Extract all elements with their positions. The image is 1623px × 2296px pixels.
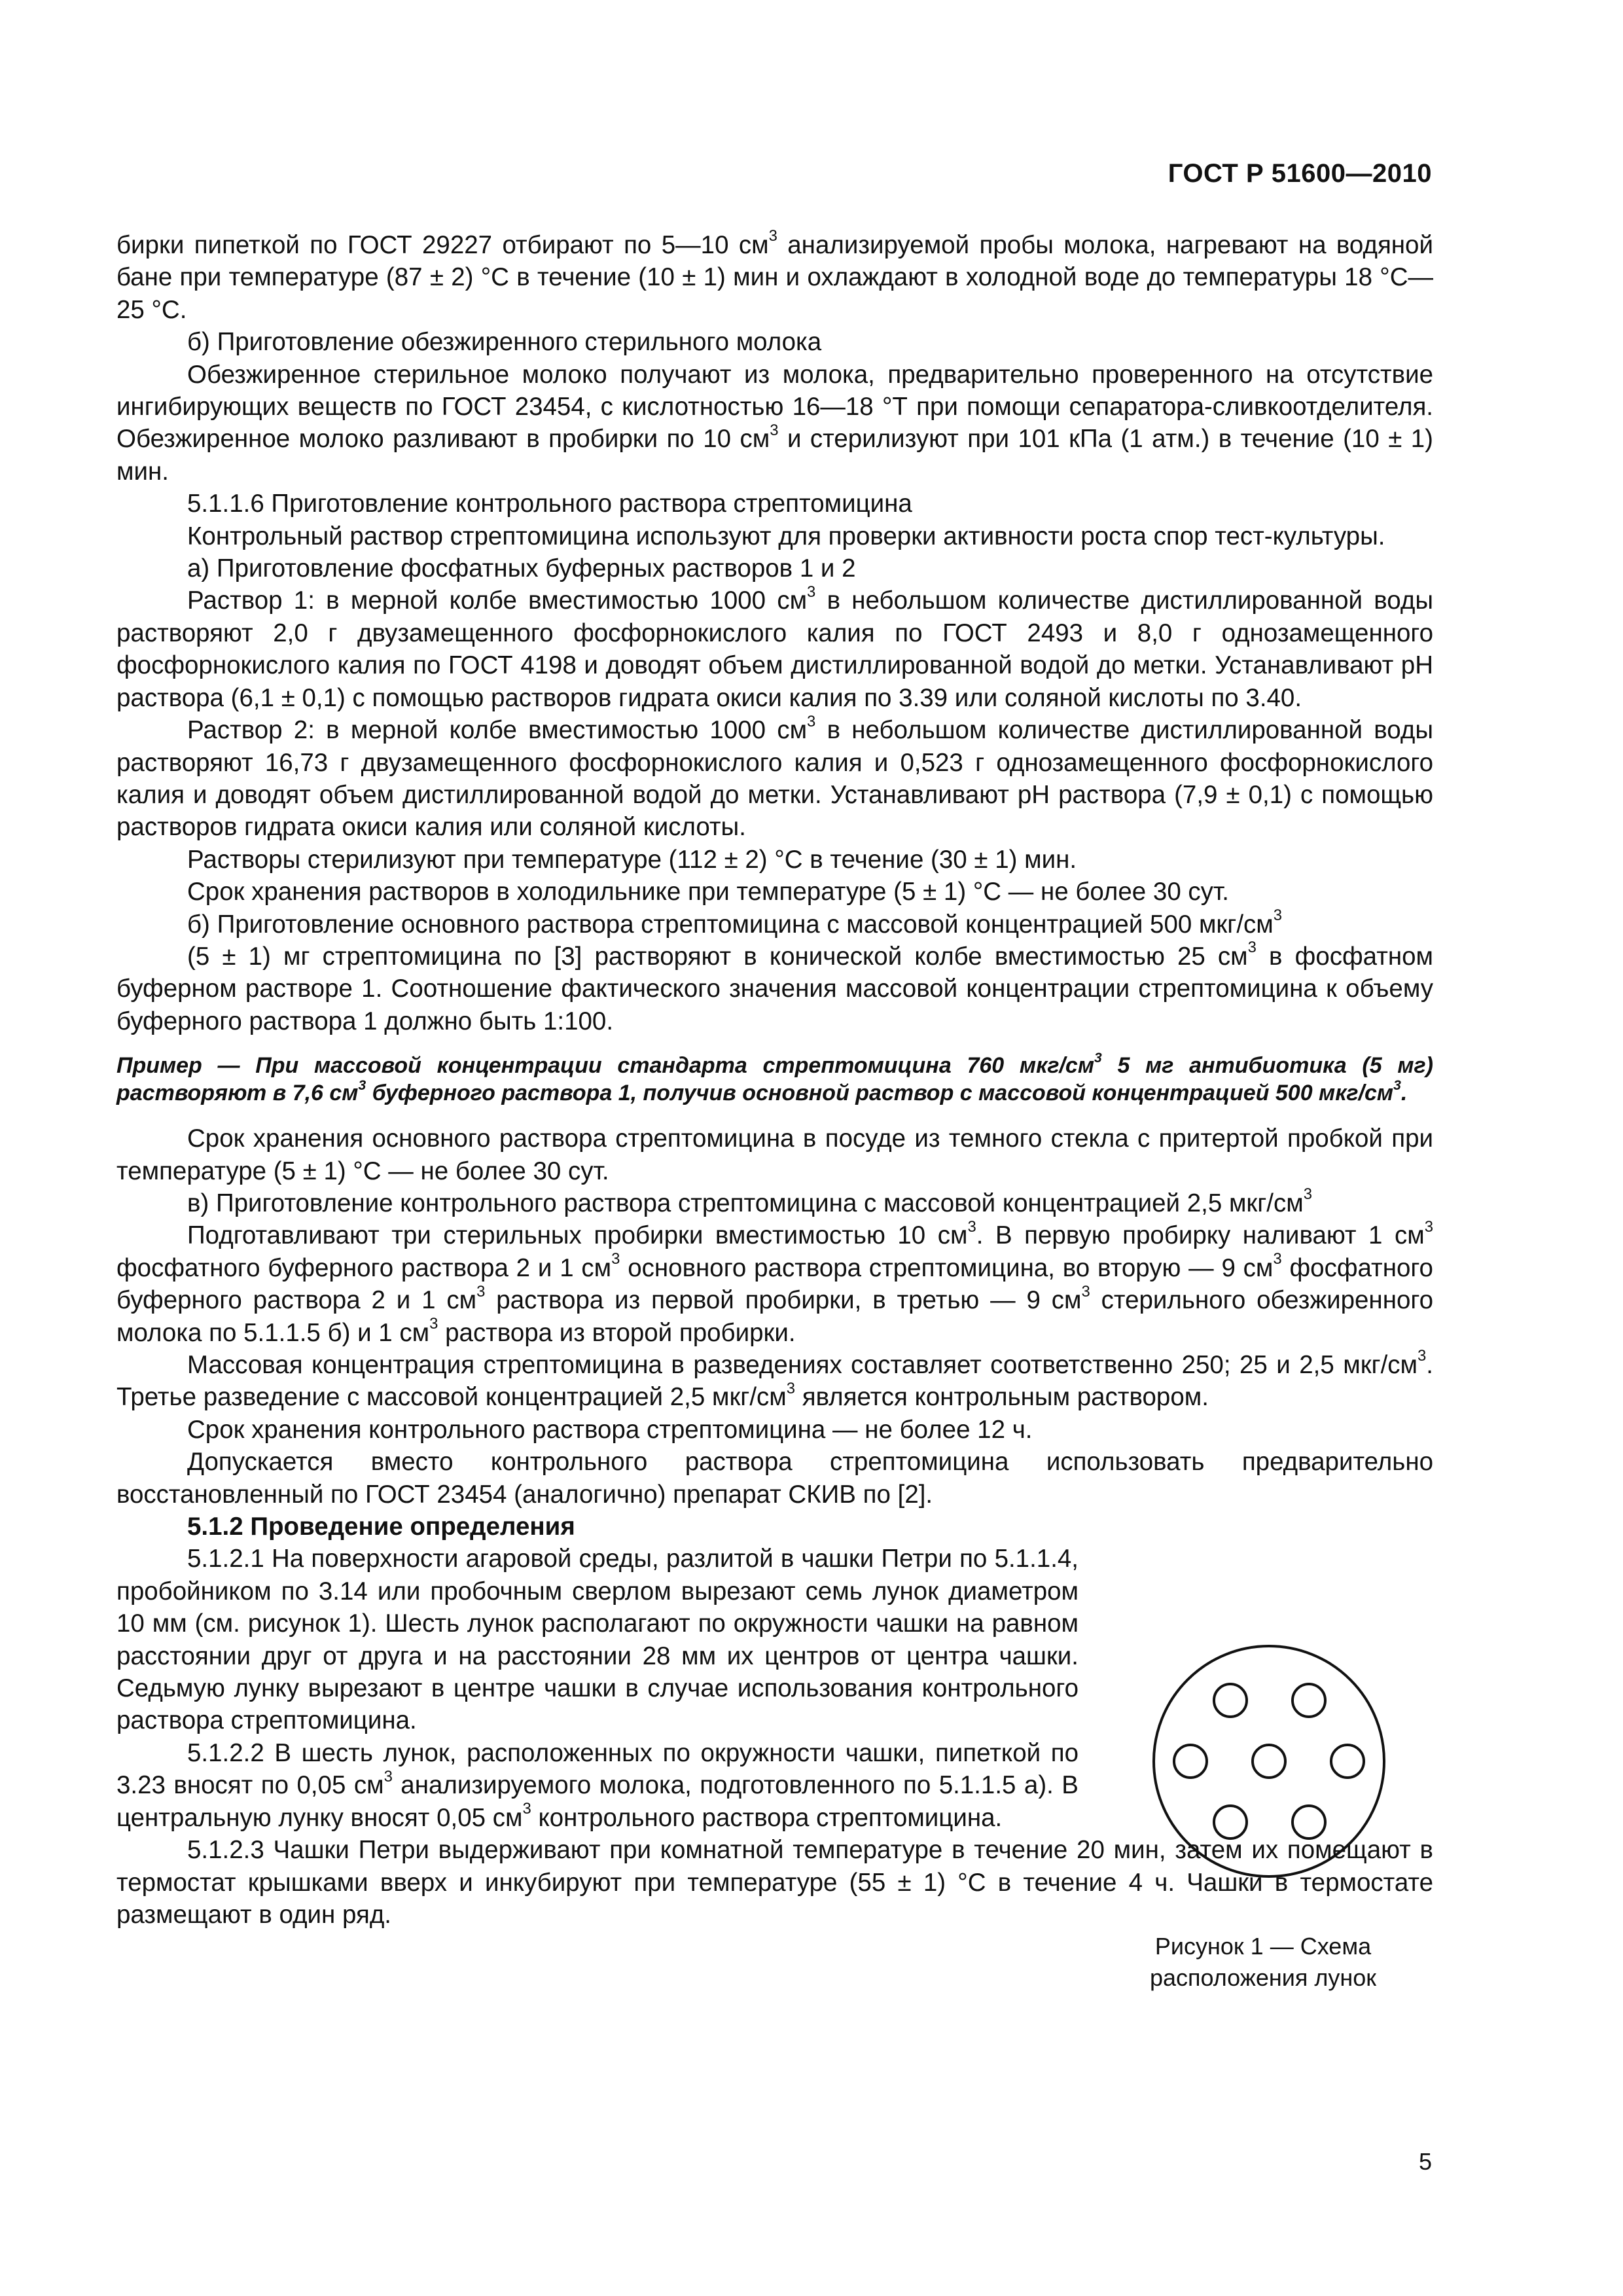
paragraph: бирки пипеткой по ГОСТ 29227 отбирают по 5—10 $см^3$ анализируемой пробы молока, нагревают на водяной бане при температуре (87 ± 2) °С в течение (10 ± 1) мин и охлаждают в холодной воде до температуры 18 °С—25 °С. — [116, 227, 1433, 324]
petri-dish-diagram — [1109, 1628, 1416, 1910]
petri-dish-outline — [1154, 1646, 1384, 1876]
paragraph: Срок хранения контрольного раствора стрептомицина — не более 12 ч. — [187, 1415, 1033, 1444]
well-circle — [1293, 1684, 1325, 1717]
paragraph: Раствор 1: в мерной колбе вместимостью 1000 $см^3$ в небольшом количестве дистиллированной воды растворяют 2,0 г двузамещенного фосфорнокислого калия по ГОСТ 2493 и 8,0 г однозамещенного фосфорнокислого калия по ГОСТ 4198 и доводят объем дистиллированной водой до метки. Устанавливают pH раствора (6,1 ± 0,1) с помощью растворов гидрата окиси калия по 3.39 или соляной кислоты по 3.40. — [116, 583, 1434, 712]
well-circle — [1331, 1745, 1364, 1778]
paragraph: 5.1.2.3 Чашки Петри выдерживают при комнатной температуре в течение 20 мин, затем их помещают в термостат крышками вверх и инкубируют при температуре (55 ± 1) °С в течение 4 ч. Чашки в термостате размещают в один ряд. — [116, 1836, 1433, 1929]
paragraph: Растворы стерилизуют при температуре (112 ± 2) °С в течение (30 ± 1) мин. — [187, 845, 1077, 874]
paragraph: Раствор 2: в мерной колбе вместимостью 1000 $см^3$ в небольшом количестве дистиллированной воды растворяют 16,73 г двузамещенного фосфорнокислого калия и 0,523 г однозамещенного фосфорнокислого калия и доводят объем дистиллированной водой до метки. Устанавливают pH раствора (7,9 ± 0,1) с помощью растворов гидрата окиси калия или соляной кислоты. — [116, 712, 1434, 842]
paragraph: а) Приготовление фосфатных буферных растворов 1 и 2 — [187, 554, 856, 583]
page-number: 5 — [1418, 2148, 1432, 2175]
paragraph: б) Приготовление основного раствора стрептомицина с массовой концентрацией 500 мкг/$см^3$ — [187, 906, 1283, 939]
well-circle — [1214, 1684, 1247, 1717]
well-circle-center — [1253, 1745, 1285, 1778]
paragraph: Срок хранения основного раствора стрептомицина в посуде из темного стекла с притертой пробкой при температуре (5 ± 1) °С — не более 30 сут. — [116, 1124, 1433, 1185]
figure-caption: Рисунок 1 — Схема расположения лунок — [1149, 1933, 1377, 1991]
section-heading: 5.1.2 Проведение определения — [187, 1513, 575, 1541]
subsection-heading: 5.1.1.6 Приготовление контрольного раствора стрептомицина — [187, 490, 912, 518]
paragraph: Массовая концентрация стрептомицина в разведениях составляет соответственно 250; 25 и 2,5 мкг/$см^3$. Третье разведение с массовой концентрацией 2,5 мкг/$см^3$ является контрольным раствором. — [116, 1347, 1433, 1412]
well-circle — [1214, 1806, 1247, 1839]
paragraph: Подготавливают три стерильных пробирки вместимостью 10 $см^3$. В первую пробирку наливают 1 $см^3$ фосфатного буферного раствора 2 и 1 $см^3$ основного раствора стрептомицина, во вторую — 9 $см^3$ фосфатного буферного раствора 2 и 1 $см^3$ раствора из первой пробирки, в третью — 9 $см^3$ стерильного обезжиренного молока по 5.1.1.5 б) и 1 $см^3$ раствора из второй пробирки. — [116, 1217, 1434, 1347]
figure-wells-diagram — [1106, 1628, 1433, 1910]
paragraph: 5.1.2.2 В шесть лунок, расположенных по окружности чашки, пипеткой по 3.23 вносят по 0,05 $см^3$ анализируемого молока, подготовленного по 5.1.1.5 а). В центральную лунку вносят 0,05 $см^3$ контрольного раствора стрептомицина. — [116, 1738, 1079, 1832]
paragraph: (5 ± 1) мг стрептомицина по [3] растворяют в конической колбе вместимостью 25 $см^3$ в фосфатном буферном растворе 1. Соотношение фактического значения массовой концентрации стрептомицина к объему буферного раствора 1 должно быть 1:100. — [116, 939, 1434, 1035]
paragraph: 5.1.2.1 На поверхности агаровой среды, разлитой в чашки Петри по 5.1.1.4, пробойником по 3.14 или пробочным сверлом вырезают семь лунок диаметром 10 мм (см. рисунок 1). Шесть лунок располагают по окружности чашки на равном расстоянии друг от друга и на расстоянии 28 мм их центров от центра чашки. Седьмую лунку вырезают в центре чашки в случае использования контрольного раствора стрептомицина. — [116, 1545, 1079, 1735]
well-circle — [1174, 1745, 1207, 1778]
example-note: Пример — При массовой концентрации стандарта стрептомицина 760 мкг/$см^3$ 5 мг антибиотика (5 мг) растворяют в 7,6 $см^3$ буферного раствора 1, получив основной раствор с массовой концентрацией 500 мкг/$см^3$. — [116, 1050, 1433, 1106]
paragraph: в) Приготовление контрольного раствора стрептомицина с массовой концентрацией 2,5 мкг/$см^3$ — [187, 1185, 1312, 1217]
paragraph: б) Приготовление обезжиренного стерильного молока — [187, 328, 822, 357]
document-header: ГОСТ Р 51600—2010 — [1168, 159, 1432, 188]
paragraph: Допускается вместо контрольного раствора стрептомицина использовать предварительно восстановленный по ГОСТ 23454 (аналогично) препарат СКИВ по [2]. — [116, 1448, 1433, 1509]
well-circle — [1293, 1806, 1325, 1839]
paragraph: Обезжиренное стерильное молоко получают из молока, предварительно проверенного на отсутствие ингибирующих веществ по ГОСТ 23454, с кислотностью 16—18 °Т при помощи сепаратора-сливкоотделителя. Обезжиренное молоко разливают в пробирки по 10 $см^3$ и стерилизуют при 101 кПа (1 атм.) в течение (10 ± 1) мин. — [116, 360, 1433, 486]
paragraph: Контрольный раствор стрептомицина используют для проверки активности роста спор тест-культуры. — [187, 522, 1385, 550]
paragraph: Срок хранения растворов в холодильнике при температуре (5 ± 1) °С — не более 30 сут. — [187, 878, 1229, 906]
